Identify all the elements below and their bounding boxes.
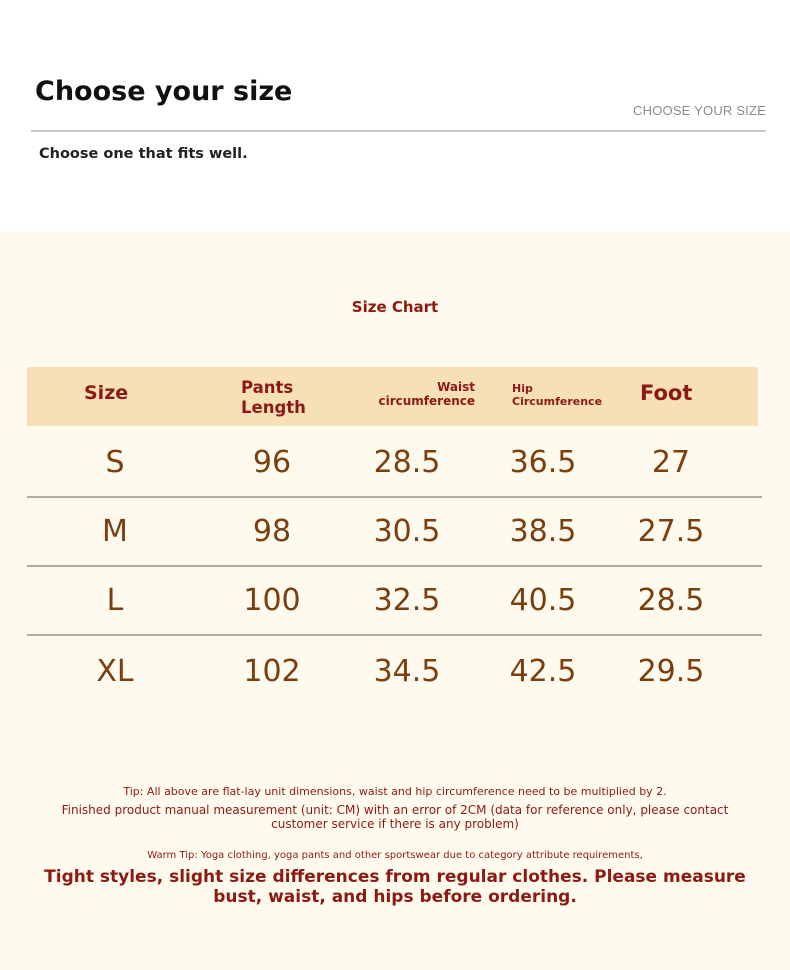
waist-cell: 32.5 (373, 583, 441, 618)
pants-length-cell: 100 (243, 583, 301, 618)
table-row (27, 638, 762, 707)
foot-cell: 27.5 (637, 514, 705, 549)
foot-cell: 29.5 (637, 654, 705, 689)
tip-flat-lay: Tip: All above are flat-lay unit dimensions, waist and hip circumference need to be multiplied by 2. (123, 785, 667, 798)
size-cell: L (106, 583, 124, 618)
foot-cell: 27 (651, 445, 691, 480)
pants-length-cell: 98 (252, 514, 292, 549)
waist-cell: 30.5 (373, 514, 441, 549)
pants-length-cell: 96 (252, 445, 292, 480)
table-row (27, 429, 762, 498)
hip-cell: 38.5 (509, 514, 577, 549)
foot-cell: 28.5 (637, 583, 705, 618)
table-row (27, 498, 762, 567)
table-header (27, 367, 758, 426)
header-section (0, 0, 790, 231)
warm-tip: Warm Tip: Yoga clothing, yoga pants and other sportswear due to category attribute requirements, (147, 850, 643, 861)
waist-cell: 28.5 (373, 445, 441, 480)
tip-measurement-error: Finished product manual measurement (unit: CM) with an error of 2CM (data for reference only, please contact customer service if there is any problem) (61, 803, 729, 831)
table-row (27, 567, 762, 636)
waist-cell: 34.5 (373, 654, 441, 689)
page-subtitle: CHOOSE YOUR SIZE (633, 103, 766, 118)
divider (31, 130, 766, 132)
row-divider (27, 634, 762, 636)
tight-styles-note: Tight styles, slight size differences from regular clothes. Please measure bust, waist, and hips before ordering. (44, 867, 746, 907)
chart-title: Size Chart (351, 298, 439, 316)
pants-length-cell: 102 (243, 654, 301, 689)
column-header-waist: Waist circumference (378, 380, 475, 408)
hip-cell: 36.5 (509, 445, 577, 480)
size-cell: XL (96, 654, 134, 689)
size-cell: S (105, 445, 125, 480)
column-header-pants-length: Pants Length (241, 378, 306, 417)
page-title: Choose your size (35, 76, 293, 107)
column-header-hip: Hip Circumference (512, 382, 603, 408)
hip-cell: 42.5 (509, 654, 577, 689)
page-description: Choose one that fits well. (39, 146, 248, 162)
hip-cell: 40.5 (509, 583, 577, 618)
size-cell: M (102, 514, 128, 549)
column-header-size: Size (84, 382, 129, 404)
column-header-foot: Foot (640, 381, 693, 405)
